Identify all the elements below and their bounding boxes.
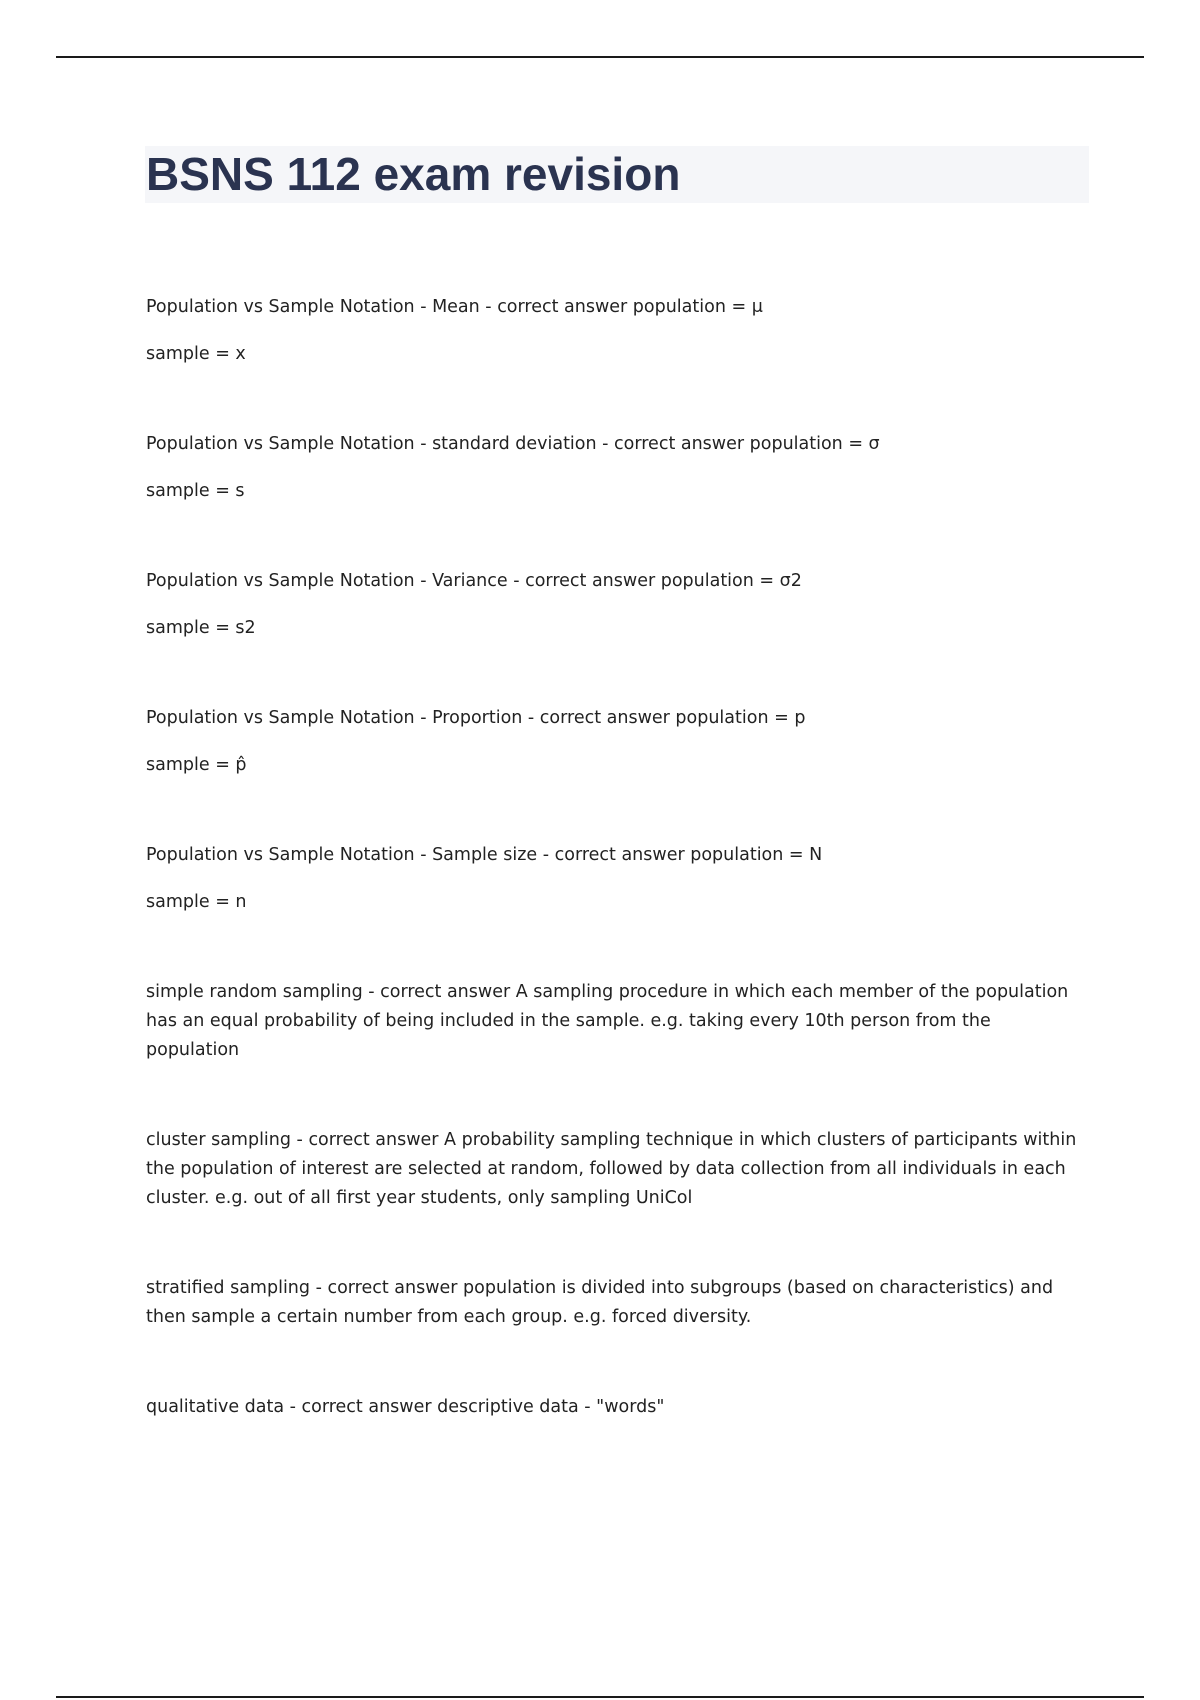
- entry-question: Population vs Sample Notation - Mean - correct answer population = μ: [146, 297, 763, 317]
- entry-question: Population vs Sample Notation - Sample size - correct answer population = N: [146, 845, 823, 865]
- entry-question: Population vs Sample Notation - Proportion - correct answer population = p: [146, 708, 806, 728]
- entry-question: stratified sampling - correct answer population is divided into subgroups (based on characteristics) and then sample a certain number from each group. e.g. forced diversity.: [146, 1278, 1054, 1327]
- entry-question: simple random sampling - correct answer A sampling procedure in which each member of the population has an equal probability of being included in the sample. e.g. taking every 10th person from the population: [146, 982, 1069, 1060]
- entry-answer: sample = s2: [146, 618, 256, 638]
- entry-variance: [146, 567, 1086, 643]
- entry-cluster-sampling: [146, 1126, 1086, 1213]
- entry-qualitative-data: [146, 1393, 1086, 1422]
- document-body: [146, 293, 1086, 1483]
- entry-sample-size: [146, 841, 1086, 917]
- entry-question: Population vs Sample Notation - standard deviation - correct answer population = σ: [146, 434, 880, 454]
- entry-question: Population vs Sample Notation - Variance - correct answer population = σ2: [146, 571, 802, 591]
- entry-stratified-sampling: [146, 1274, 1086, 1332]
- document-title: BSNS 112 exam revision: [146, 148, 681, 200]
- bottom-rule: [56, 1696, 1144, 1698]
- entry-answer: sample = x: [146, 344, 246, 364]
- entry-proportion: [146, 704, 1086, 780]
- entry-answer: sample = p̂: [146, 755, 247, 775]
- top-rule: [56, 56, 1144, 58]
- entry-simple-random-sampling: [146, 978, 1086, 1065]
- entry-question: cluster sampling - correct answer A probability sampling technique in which clusters of participants within the population of interest are selected at random, followed by data collection from all individuals in each cluster. e.g. out of all first year students, only sampling UniCol: [146, 1130, 1077, 1208]
- entry-question: qualitative data - correct answer descriptive data - "words": [146, 1397, 665, 1417]
- entry-standard-deviation: [146, 430, 1086, 506]
- entry-answer: sample = s: [146, 481, 245, 501]
- entry-answer: sample = n: [146, 892, 247, 912]
- entry-mean: [146, 293, 1086, 369]
